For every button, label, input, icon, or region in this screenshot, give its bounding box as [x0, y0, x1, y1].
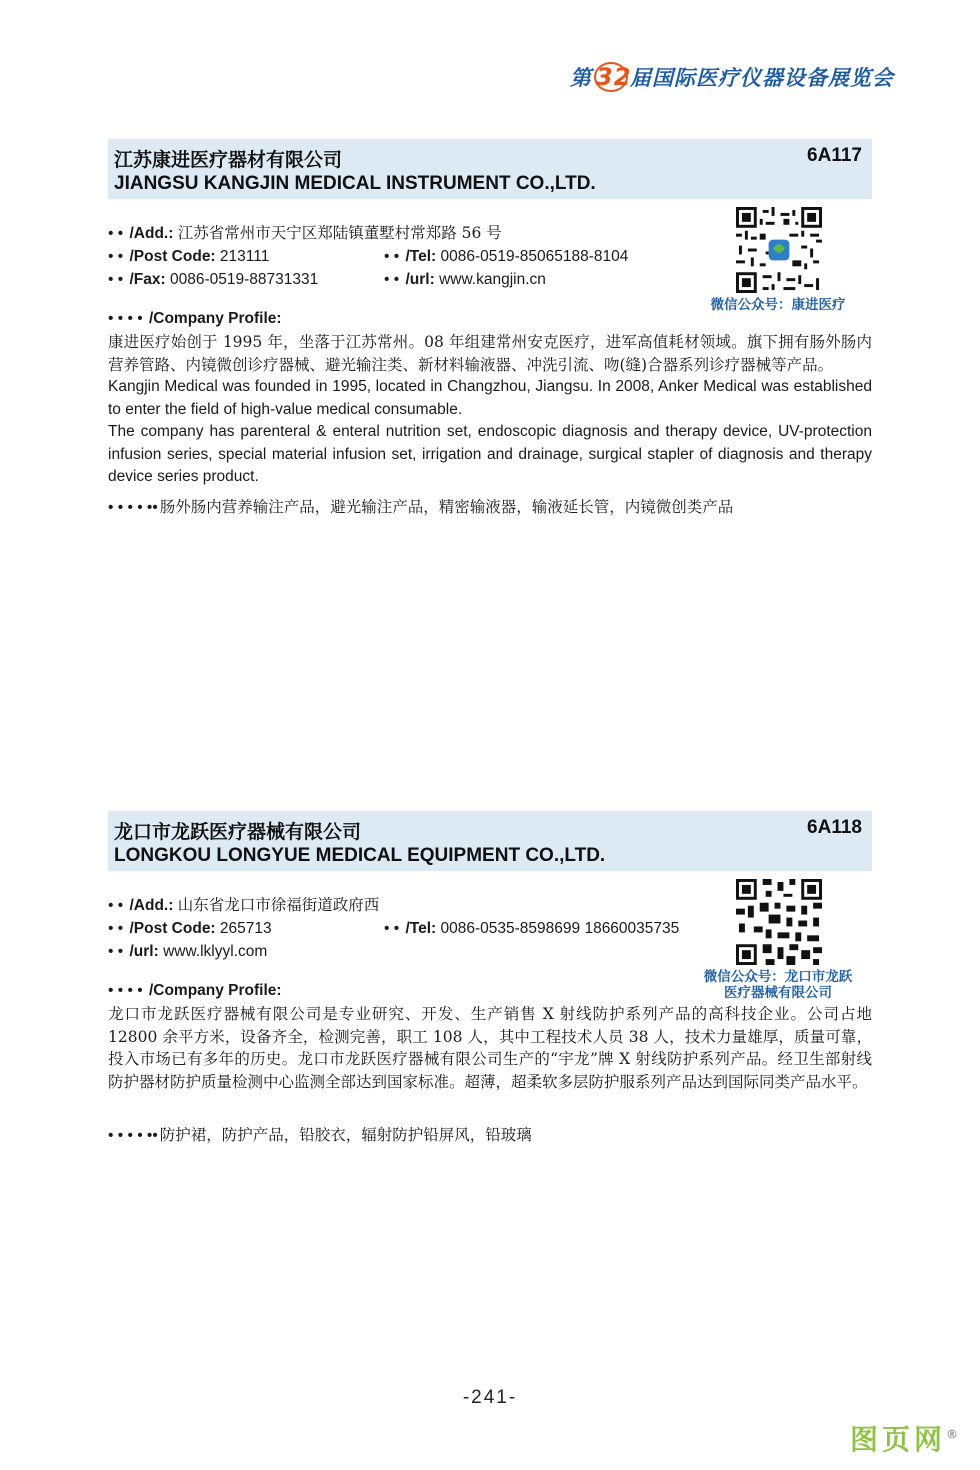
title-suffix: 届国际医疗仪器设备展览会	[630, 66, 894, 90]
bullet-icon: • •	[108, 920, 124, 937]
bullet-icon: • •	[108, 248, 124, 265]
company-en-name: LONGKOU LONGYUE MEDICAL EQUIPMENT CO.,LTD.	[114, 845, 606, 866]
products-value: 防护裙，防护产品，铅胶衣，辐射防护铅屏风，铅玻璃	[159, 1126, 532, 1144]
qr-caption: 微信公众号：康进医疗	[710, 297, 846, 313]
tel-label: /Tel:	[405, 920, 437, 937]
tel-value: 0086-0535-8598699 18660035735	[440, 920, 680, 937]
bullet-icon: • •	[384, 920, 400, 937]
postcode-value: 265713	[219, 920, 272, 937]
company-entry-longyue	[108, 811, 872, 1144]
address-label: /Add.:	[129, 897, 174, 914]
fax-row	[108, 271, 318, 289]
tel-value: 0086-0519-85065188-8104	[440, 248, 629, 265]
profile-en-text-2: The company has parenteral & enteral nutrition set, endoscopic diagnosis and therapy device, UV-protection infusion series, special material infusion set, irrigation and drainage, surgical stapler of diagnosis and therapy device series product.	[108, 423, 872, 485]
url-label: /url:	[405, 271, 435, 288]
url-label: /url:	[129, 943, 159, 960]
bullet-icon: • • • • ••	[108, 499, 158, 516]
company-title-bar	[108, 811, 872, 871]
products-row	[108, 495, 733, 517]
url-value[interactable]: www.lklyyl.com	[163, 943, 268, 960]
qr-code-icon	[736, 207, 822, 293]
tel-label: /Tel:	[405, 248, 437, 265]
tel-row	[384, 920, 679, 938]
profile-heading	[108, 982, 282, 1000]
fax-value: 0086-0519-88731331	[169, 271, 319, 288]
fax-label: /Fax:	[129, 271, 166, 288]
bullet-icon: • • • •	[108, 310, 143, 327]
url-row	[108, 943, 267, 961]
title-prefix: 第	[570, 66, 592, 90]
company-cn-name: 江苏康进医疗器材有限公司	[114, 149, 343, 171]
exhibition-title	[570, 62, 894, 92]
bullet-icon: • •	[384, 271, 400, 288]
company-profile	[108, 1003, 872, 1093]
bullet-icon: • •	[108, 225, 124, 242]
products-value: 肠外肠内营养输注产品，避光输注产品，精密输液器，输液延长管，内镜微创类产品	[159, 498, 734, 516]
profile-cn-text: 康进医疗始创于 1995 年，坐落于江苏常州。08 年组建常州安克医疗，进军高值耗材领域。旗下拥有肠外肠内营养管路、内镜微创诊疗器械、避光输注类、新材料输液器、冲洗引流、吻(缝)合器系列诊疗器械等产品。	[108, 333, 872, 374]
postcode-label: /Post Code:	[129, 248, 216, 265]
products-row	[108, 1123, 532, 1145]
qr-caption-line-1: 微信公众号：龙口市龙跃	[703, 969, 853, 985]
registered-mark-icon: ®	[946, 1427, 962, 1442]
profile-heading	[108, 310, 282, 328]
postcode-row	[108, 920, 272, 938]
postcode-label: /Post Code:	[129, 920, 216, 937]
qr-caption-line-2: 医疗器械有限公司	[724, 985, 832, 1001]
url-row	[384, 271, 546, 289]
bullet-icon: • • • • ••	[108, 1127, 158, 1144]
profile-label: /Company Profile:	[148, 982, 282, 999]
booth-number: 6A118	[807, 817, 862, 838]
address-label: /Add.:	[129, 225, 174, 242]
postcode-value: 213111	[219, 248, 270, 265]
company-entry-kangjin	[108, 139, 872, 516]
profile-en-text-1: Kangjin Medical was founded in 1995, located in Changzhou, Jiangsu. In 2008, Anker Medical was established to enter the field of high-value medical consumable.	[108, 378, 872, 418]
tel-row	[384, 248, 628, 266]
qr-caption	[688, 969, 868, 1001]
watermark-text: 图页网	[849, 1423, 946, 1456]
bullet-icon: • •	[108, 943, 124, 960]
company-cn-name: 龙口市龙跃医疗器械有限公司	[114, 821, 362, 843]
postcode-row	[108, 248, 269, 266]
address-value: 江苏省常州市天宁区郑陆镇董墅村常郑路 56 号	[177, 224, 502, 242]
address-row	[108, 893, 379, 915]
profile-cn-text: 龙口市龙跃医疗器械有限公司是专业研究、开发、生产销售 X 射线防护系列产品的高科技企业。公司占地 12800 余平方米，设备齐全，检测完善，职工 108 人，其中工程技术人员 38 人，技术力量雄厚，质量可靠，投入市场已有多年的历史。龙口市龙跃医疗器械有限公司生产的“宇龙”牌 X 射线防护系列产品。经卫生部射线防护器材防护质量检测中心监测全部达到国家标准。超薄，超柔软多层防护服系列产品达到国际同类产品水平。	[108, 1005, 872, 1091]
profile-label: /Company Profile:	[148, 310, 282, 327]
booth-number: 6A117	[807, 145, 862, 166]
watermark-logo	[850, 1418, 962, 1458]
edition-number: 32	[596, 63, 632, 91]
company-title-bar	[108, 139, 872, 199]
bullet-icon: • •	[384, 248, 400, 265]
bullet-icon: • • • •	[108, 982, 143, 999]
bullet-icon: • •	[108, 897, 124, 914]
page-number: -241-	[462, 1387, 518, 1408]
company-en-name: JIANGSU KANGJIN MEDICAL INSTRUMENT CO.,LTD.	[114, 173, 596, 194]
address-row	[108, 221, 502, 243]
address-value: 山东省龙口市徐福街道政府西	[177, 896, 380, 914]
company-profile	[108, 331, 872, 489]
bullet-icon: • •	[108, 271, 124, 288]
qr-code-icon	[736, 879, 822, 965]
url-value[interactable]: www.kangjin.cn	[439, 271, 546, 288]
